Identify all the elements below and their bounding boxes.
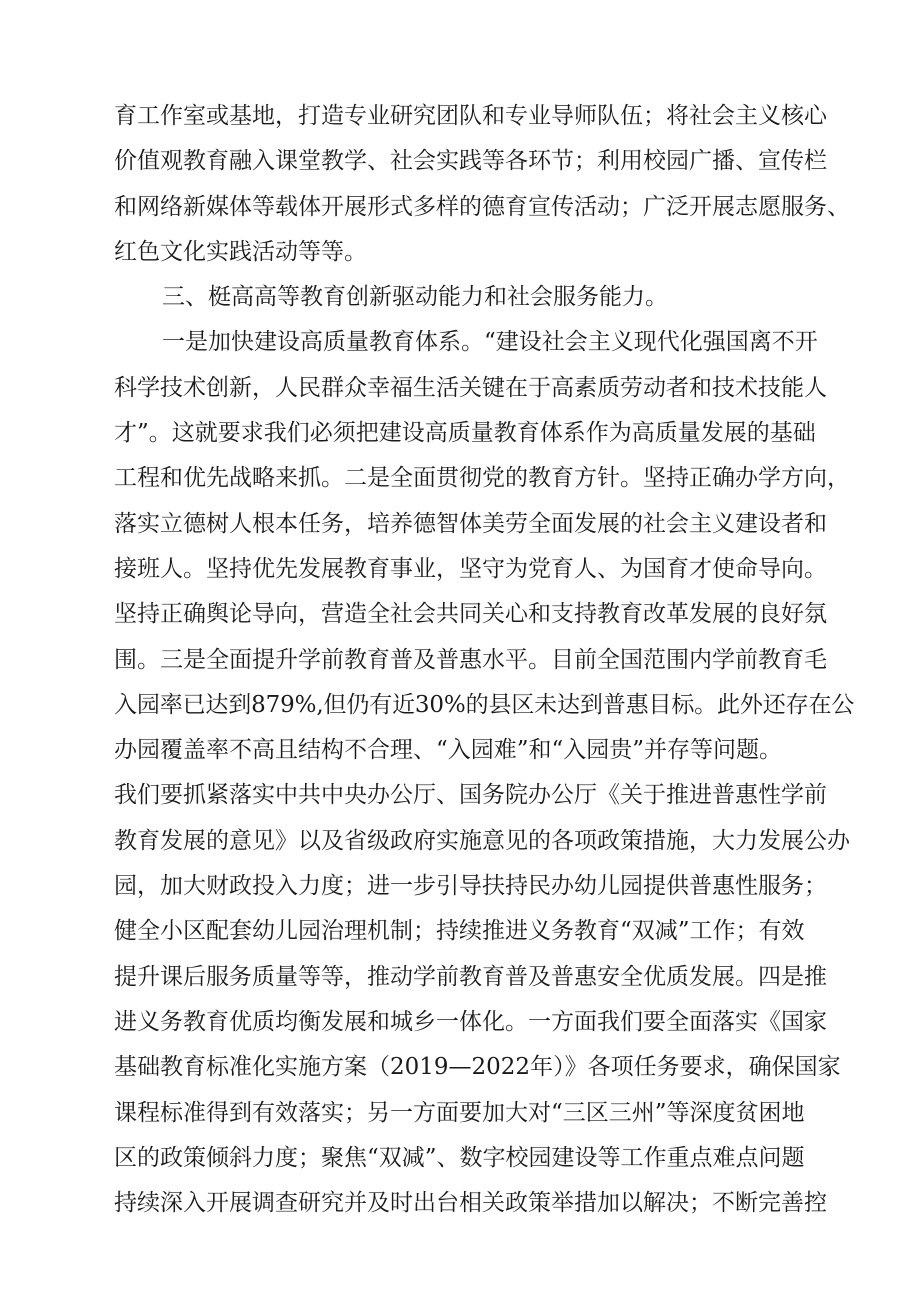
- text-line: 教育发展的意见》以及省级政府实施意见的各项政策措施，大力发展公办: [114, 827, 850, 854]
- text-line: 持续深入开展调查研究并及时出台相关政策举措加以解决；不断完善控: [114, 1190, 827, 1217]
- text-line: 我们要抓紧落实中共中央办公厅、国务院办公厅《关于推进普惠性学前: [114, 782, 827, 809]
- text-line: 进义务教育优质均衡发展和城乡一体化。一方面我们要全面落实《国家: [114, 1008, 827, 1035]
- text-line: 坚持正确舆论导向，营造全社会共同关心和支持教育改革发展的良好氛: [114, 601, 827, 628]
- text-line: 入园率已达到879%,但仍有近30%的县区未达到普惠目标。此外还存在公: [114, 691, 855, 718]
- text-line: 三、梃高高等教育创新驱动能力和社会服务能力。: [162, 284, 668, 311]
- text-line: 提升课后服务质量等等，推动学前教育普及普惠安全优质发展。四是推: [114, 963, 827, 990]
- text-line: 红色文化实践活动等等。: [114, 238, 367, 265]
- text-line: 基础教育标准化实施方案（2019—2022年）》各项任务要求，确保国家: [114, 1054, 841, 1081]
- text-line: 园，加大财政投入力度；进一步引导扶持民办幼儿园提供普惠性服务；: [114, 873, 827, 900]
- text-line: 工程和优先战略来抓。二是全面贯彻党的教育方针。坚持正确办学方向，: [114, 465, 850, 492]
- body-text: [114, 94, 854, 1226]
- text-line: 落实立德树人根本任务，培养德智体美劳全面发展的社会主义建设者和: [114, 510, 827, 537]
- text-line: 接班人。坚持优先发展教育事业，坚守为党育人、为国育才使命导向。: [114, 555, 827, 582]
- text-line: 区的政策倾斜力度；聚焦“双减”、数字校园建设等工作重点难点问题: [114, 1144, 805, 1171]
- text-line: 育工作室或基地，打造专业研究团队和专业导师队伍；将社会主义核心: [114, 103, 827, 129]
- text-line: 健全小区配套幼儿园治理机制；持续推进义务教育“双减”工作；有效: [114, 918, 805, 945]
- text-line: 课程标准得到有效落实；另一方面要加大对“三区三州”等深度贫困地: [114, 1099, 805, 1126]
- text-line: 围。三是全面提升学前教育普及普惠水平。目前全国范围内学前教育毛: [114, 646, 827, 673]
- text-line: 价值观教育融入课堂教学、社会实践等各环节；利用校园广播、宣传栏: [114, 148, 827, 175]
- text-line: 一是加快建设高质量教育体系。“建设社会主义现代化强国离不开: [162, 329, 818, 356]
- text-line: 科学技术创新，人民群众幸福生活关键在于高素质劳动者和技术技能人: [114, 374, 827, 401]
- text-line: 才”。这就要求我们必须把建设高质量教育体系作为高质量发展的基础: [114, 420, 816, 447]
- text-line: 和网络新媒体等载体开展形式多样的德育宣传活动；广泛开展志愿服务、: [114, 193, 850, 220]
- text-line: 办园覆盖率不高且结构不合理、“入园难”和“入园贵”并存等问题。: [114, 737, 783, 764]
